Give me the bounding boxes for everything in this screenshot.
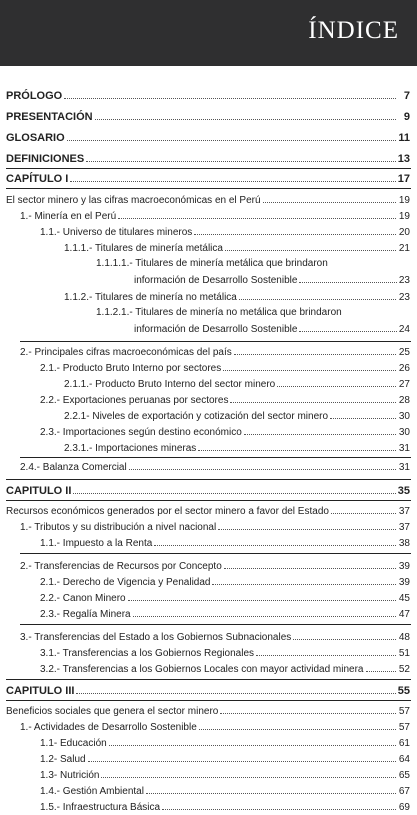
toc-entry[interactable]: 1.- Minería en el Perú 19 (20, 208, 410, 224)
toc-entry[interactable]: 3.1.- Transferencias a los Gobiernos Regionales 51 (40, 645, 410, 661)
toc-entry[interactable]: 1.5.- Infraestructura Básica 69 (40, 799, 410, 815)
toc-entry[interactable]: 2.- Transferencias de Recursos por Concepto 39 (20, 558, 410, 574)
toc-entry[interactable]: 2.1.1.- Producto Bruto Interno del sector minero 27 (64, 376, 410, 392)
divider (20, 624, 411, 625)
page-title: ÍNDICE (308, 17, 399, 44)
toc-entry[interactable]: 2.1.- Producto Bruto Interno por sectores 26 (40, 360, 410, 376)
toc-entry[interactable]: DEFINICIONES 13 (6, 153, 410, 165)
toc-entry[interactable]: 1.1.2.- Titulares de minería no metálica 23 (64, 289, 410, 305)
toc-entry[interactable]: 1.1.2.1.- Titulares de minería no metálica que brindaron información de Desarrollo Sostenible 24 (96, 307, 410, 335)
toc-entry[interactable]: PRÓLOGO 7 (6, 90, 410, 102)
toc-entry[interactable]: 1.1.1.1.- Titulares de minería metálica que brindaron información de Desarrollo Sostenible 23 (96, 258, 410, 286)
toc-entry[interactable]: 2.3.1.- Importaciones mineras 31 (64, 440, 410, 456)
toc-entry[interactable]: 1.1.1.- Titulares de minería metálica 21 (64, 240, 410, 256)
toc-entry[interactable]: 3.2.- Transferencias a los Gobiernos Locales con mayor actividad minera 52 (40, 661, 410, 677)
divider (20, 341, 411, 342)
toc-entry[interactable]: 1.1- Educación 61 (40, 735, 410, 751)
toc-entry[interactable]: 3.- Transferencias del Estado a los Gobiernos Subnacionales 48 (20, 629, 410, 645)
toc-entry[interactable]: 1.- Actividades de Desarrollo Sostenible 57 (20, 719, 410, 735)
toc-entry[interactable]: Beneficios sociales que genera el sector minero 57 (6, 703, 410, 719)
divider (6, 500, 411, 501)
toc-entry[interactable]: 1.2- Salud 64 (40, 751, 410, 767)
divider (6, 479, 411, 480)
toc-entry[interactable]: 2.2.1- Niveles de exportación y cotización del sector minero 30 (64, 408, 410, 424)
toc-entry[interactable]: El sector minero y las cifras macroeconómicas en el Perú 19 (6, 192, 410, 208)
divider (20, 457, 411, 458)
toc-entry[interactable]: 2.3.- Regalía Minera 47 (40, 606, 410, 622)
toc-entry[interactable]: 1.- Tributos y su distribución a nivel nacional 37 (20, 519, 410, 535)
toc-entry[interactable]: 1.1.- Impuesto a la Renta 38 (40, 535, 410, 551)
toc-entry[interactable]: PRESENTACIÓN 9 (6, 111, 410, 123)
page-header (0, 0, 417, 66)
toc-entry[interactable]: 2.1.- Derecho de Vigencia y Penalidad 39 (40, 574, 410, 590)
divider (6, 168, 411, 169)
toc-entry[interactable]: 2.2.- Exportaciones peruanas por sectores 28 (40, 392, 410, 408)
toc-entry[interactable]: Recursos económicos generados por el sector minero a favor del Estado 37 (6, 503, 410, 519)
toc-entry[interactable]: 1.4.- Gestión Ambiental 67 (40, 783, 410, 799)
divider (20, 553, 411, 554)
chapter-heading[interactable]: CAPITULO II 35 (6, 485, 410, 497)
divider (6, 679, 411, 680)
toc-entry[interactable]: 2.- Principales cifras macroeconómicas del país 25 (20, 344, 410, 360)
toc-entry[interactable]: GLOSARIO 11 (6, 132, 410, 144)
toc-entry[interactable]: 2.3.- Importaciones según destino económico 30 (40, 424, 410, 440)
toc-entry[interactable]: 2.2.- Canon Minero 45 (40, 590, 410, 606)
toc-entry[interactable]: 1.1.- Universo de titulares mineros 20 (40, 224, 410, 240)
divider (6, 188, 411, 189)
chapter-heading[interactable]: CAPÍTULO I 17 (6, 173, 410, 185)
chapter-heading[interactable]: CAPITULO III 55 (6, 685, 410, 697)
toc-entry[interactable]: 1.3- Nutrición 65 (40, 767, 410, 783)
divider (6, 700, 411, 701)
toc-entry[interactable]: 2.4.- Balanza Comercial 31 (20, 459, 410, 475)
